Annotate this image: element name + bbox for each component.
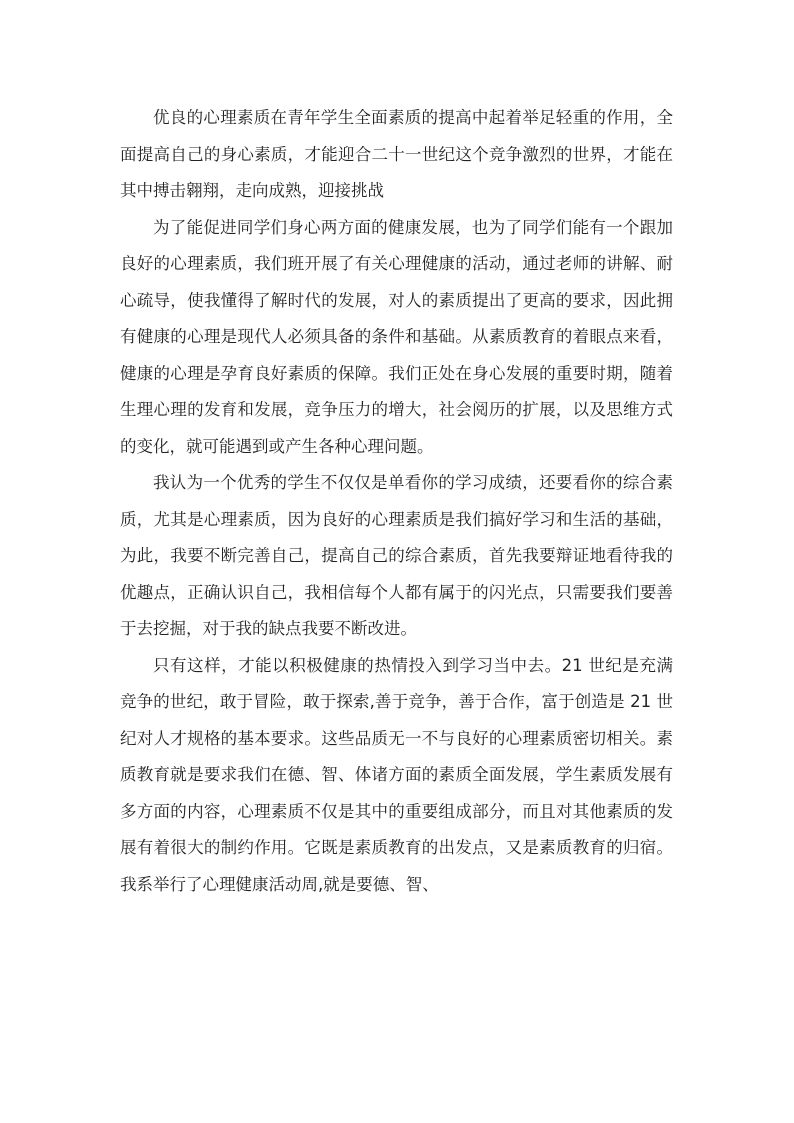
paragraph-4: 只有这样，才能以积极健康的热情投入到学习当中去。21 世纪是充满竞争的世纪，敢于冒险，敢于探索,善于竞争，善于合作，富于创造是 21 世纪对人才规格的基本要求。这些品质无一不与良好的心理素质密切相关。素质教育就是要求我们在德、智、体诸方面的素质全面发展，学生素质发展有多方面的内容，心理素质不仅是其中的重要组成部分，而且对其他素质的发展有着很大的制约作用。它既是素质教育的出发点，又是素质教育的归宿。我系举行了心理健康活动周,就是要德、智、 bbox=[120, 655, 673, 894]
paragraph-2: 为了能促进同学们身心两方面的健康发展，也为了同学们能有一个跟加良好的心理素质，我们班开展了有关心理健康的活动，通过老师的讲解、耐心疏导，使我懂得了解时代的发展，对人的素质提出了更高的要求，因此拥有健康的心理是现代人必须具备的条件和基础。从素质教育的着眼点来看，健康的心理是孕育良好素质的保障。我们正处在身心发展的重要时期，随着生理心理的发育和发展，竞争压力的增大，社会阅历的扩展，以及思维方式的变化，就可能遇到或产生各种心理问题。 bbox=[120, 217, 673, 456]
document-page bbox=[120, 100, 673, 903]
paragraph-1: 优良的心理素质在青年学生全面素质的提高中起着举足轻重的作用，全面提高自己的身心素质，才能迎合二十一世纪这个竞争激烈的世界，才能在其中搏击翱翔，走向成熟，迎接挑战 bbox=[120, 108, 673, 200]
paragraph-3: 我认为一个优秀的学生不仅仅是单看你的学习成绩，还要看你的综合素质，尤其是心理素质，因为良好的心理素质是我们搞好学习和生活的基础，为此，我要不断完善自己，提高自己的综合素质，首先我要辩证地看待我的优趣点，正确认识自己，我相信每个人都有属于的闪光点，只需要我们要善于去挖掘，对于我的缺点我要不断改进。 bbox=[120, 473, 673, 638]
